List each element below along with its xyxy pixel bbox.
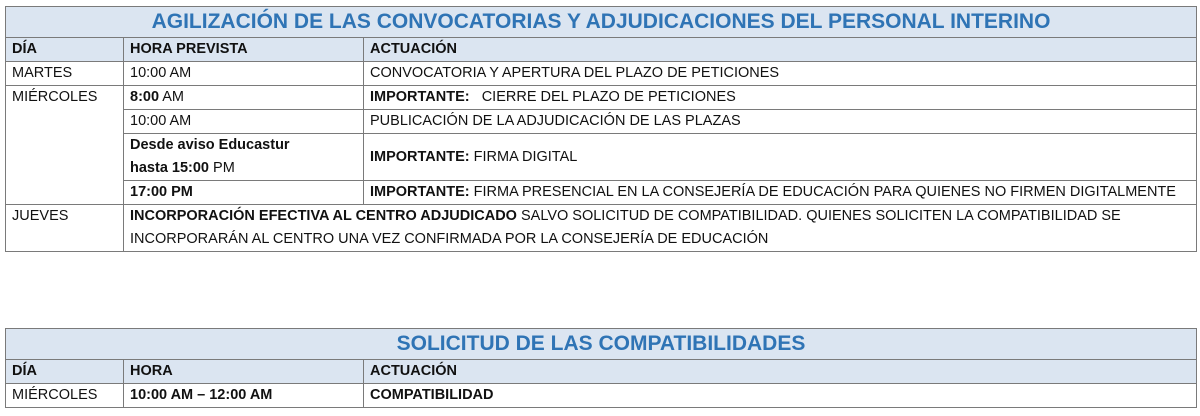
header-actuacion: ACTUACIÓN <box>364 360 1197 384</box>
cell-action <box>364 86 1197 110</box>
cell-action: PUBLICACIÓN DE LA ADJUDICACIÓN DE LAS PLAZAS <box>364 110 1197 134</box>
table-row-miercoles-4 <box>6 181 1197 205</box>
action-bold: IMPORTANTE: <box>370 184 470 200</box>
cell-day: MIÉRCOLES <box>6 384 124 408</box>
table-title-row <box>6 329 1197 360</box>
cell-hour: 10:00 AM <box>124 62 364 86</box>
table-row-miercoles-3 <box>6 134 1197 181</box>
table-title: AGILIZACIÓN DE LAS CONVOCATORIAS Y ADJUDICACIONES DEL PERSONAL INTERINO <box>6 7 1197 38</box>
action-bold: IMPORTANTE: <box>370 148 470 165</box>
schedule-table-compatibilidades <box>5 328 1197 408</box>
table-row-miercoles-1 <box>6 86 1197 110</box>
table-title: SOLICITUD DE LAS COMPATIBILIDADES <box>6 329 1197 360</box>
table-header-row <box>6 38 1197 62</box>
action-rest: CIERRE DEL PLAZO DE PETICIONES <box>469 89 736 105</box>
hour-rest: PM <box>209 160 235 176</box>
schedule-table-interinos <box>5 6 1197 252</box>
cell-day: MARTES <box>6 62 124 86</box>
header-dia: DÍA <box>6 360 124 384</box>
action-bold: IMPORTANTE: <box>370 89 470 105</box>
action-rest: FIRMA DIGITAL <box>469 148 578 165</box>
table-header-row <box>6 360 1197 384</box>
action-rest: FIRMA PRESENCIAL EN LA CONSEJERÍA DE EDUCACIÓN PARA QUIENES NO FIRMEN DIGITALMENTE <box>469 184 1176 200</box>
hour-bold-line1: Desde aviso Educastur <box>130 137 290 153</box>
hour-bold: 17:00 PM <box>130 184 193 200</box>
header-hora: HORA PREVISTA <box>124 38 364 62</box>
header-actuacion: ACTUACIÓN <box>364 38 1197 62</box>
hour-bold: 8:00 <box>130 89 160 105</box>
cell-hour <box>124 181 364 205</box>
table-row-miercoles-2 <box>6 110 1197 134</box>
cell-hour <box>124 134 364 181</box>
hour-rest: AM <box>159 89 185 105</box>
cell-action <box>364 134 1197 181</box>
table-title-row <box>6 7 1197 38</box>
cell-action <box>364 384 1197 408</box>
cell-hour: 10:00 AM <box>124 110 364 134</box>
action-bold: INCORPORACIÓN EFECTIVA AL CENTRO ADJUDICADO <box>130 208 517 224</box>
cell-hour <box>124 384 364 408</box>
header-dia: DÍA <box>6 38 124 62</box>
table-row-martes <box>6 62 1197 86</box>
cell-day: MIÉRCOLES <box>6 86 124 205</box>
header-hora: HORA <box>124 360 364 384</box>
cell-day: JUEVES <box>6 205 124 252</box>
cell-action <box>124 205 1197 252</box>
cell-action: CONVOCATORIA Y APERTURA DEL PLAZO DE PETICIONES <box>364 62 1197 86</box>
cell-action <box>364 181 1197 205</box>
table-row-jueves <box>6 205 1197 252</box>
hour-bold-line2: hasta 15:00 <box>130 160 209 176</box>
action-bold: COMPATIBILIDAD <box>370 387 494 403</box>
hour-bold: 10:00 AM – 12:00 AM <box>130 387 273 403</box>
cell-hour <box>124 86 364 110</box>
action-rest: SALVO SOLICITUD DE COMPATIBILIDAD. QUIENES SOLICITEN LA COMPATIBILIDAD SE INCORPORARÁN AL CENTRO UNA VEZ CONFIRMADA POR LA CONSEJERÍA DE EDUCACIÓN <box>130 208 1121 247</box>
table-row-miercoles <box>6 384 1197 408</box>
